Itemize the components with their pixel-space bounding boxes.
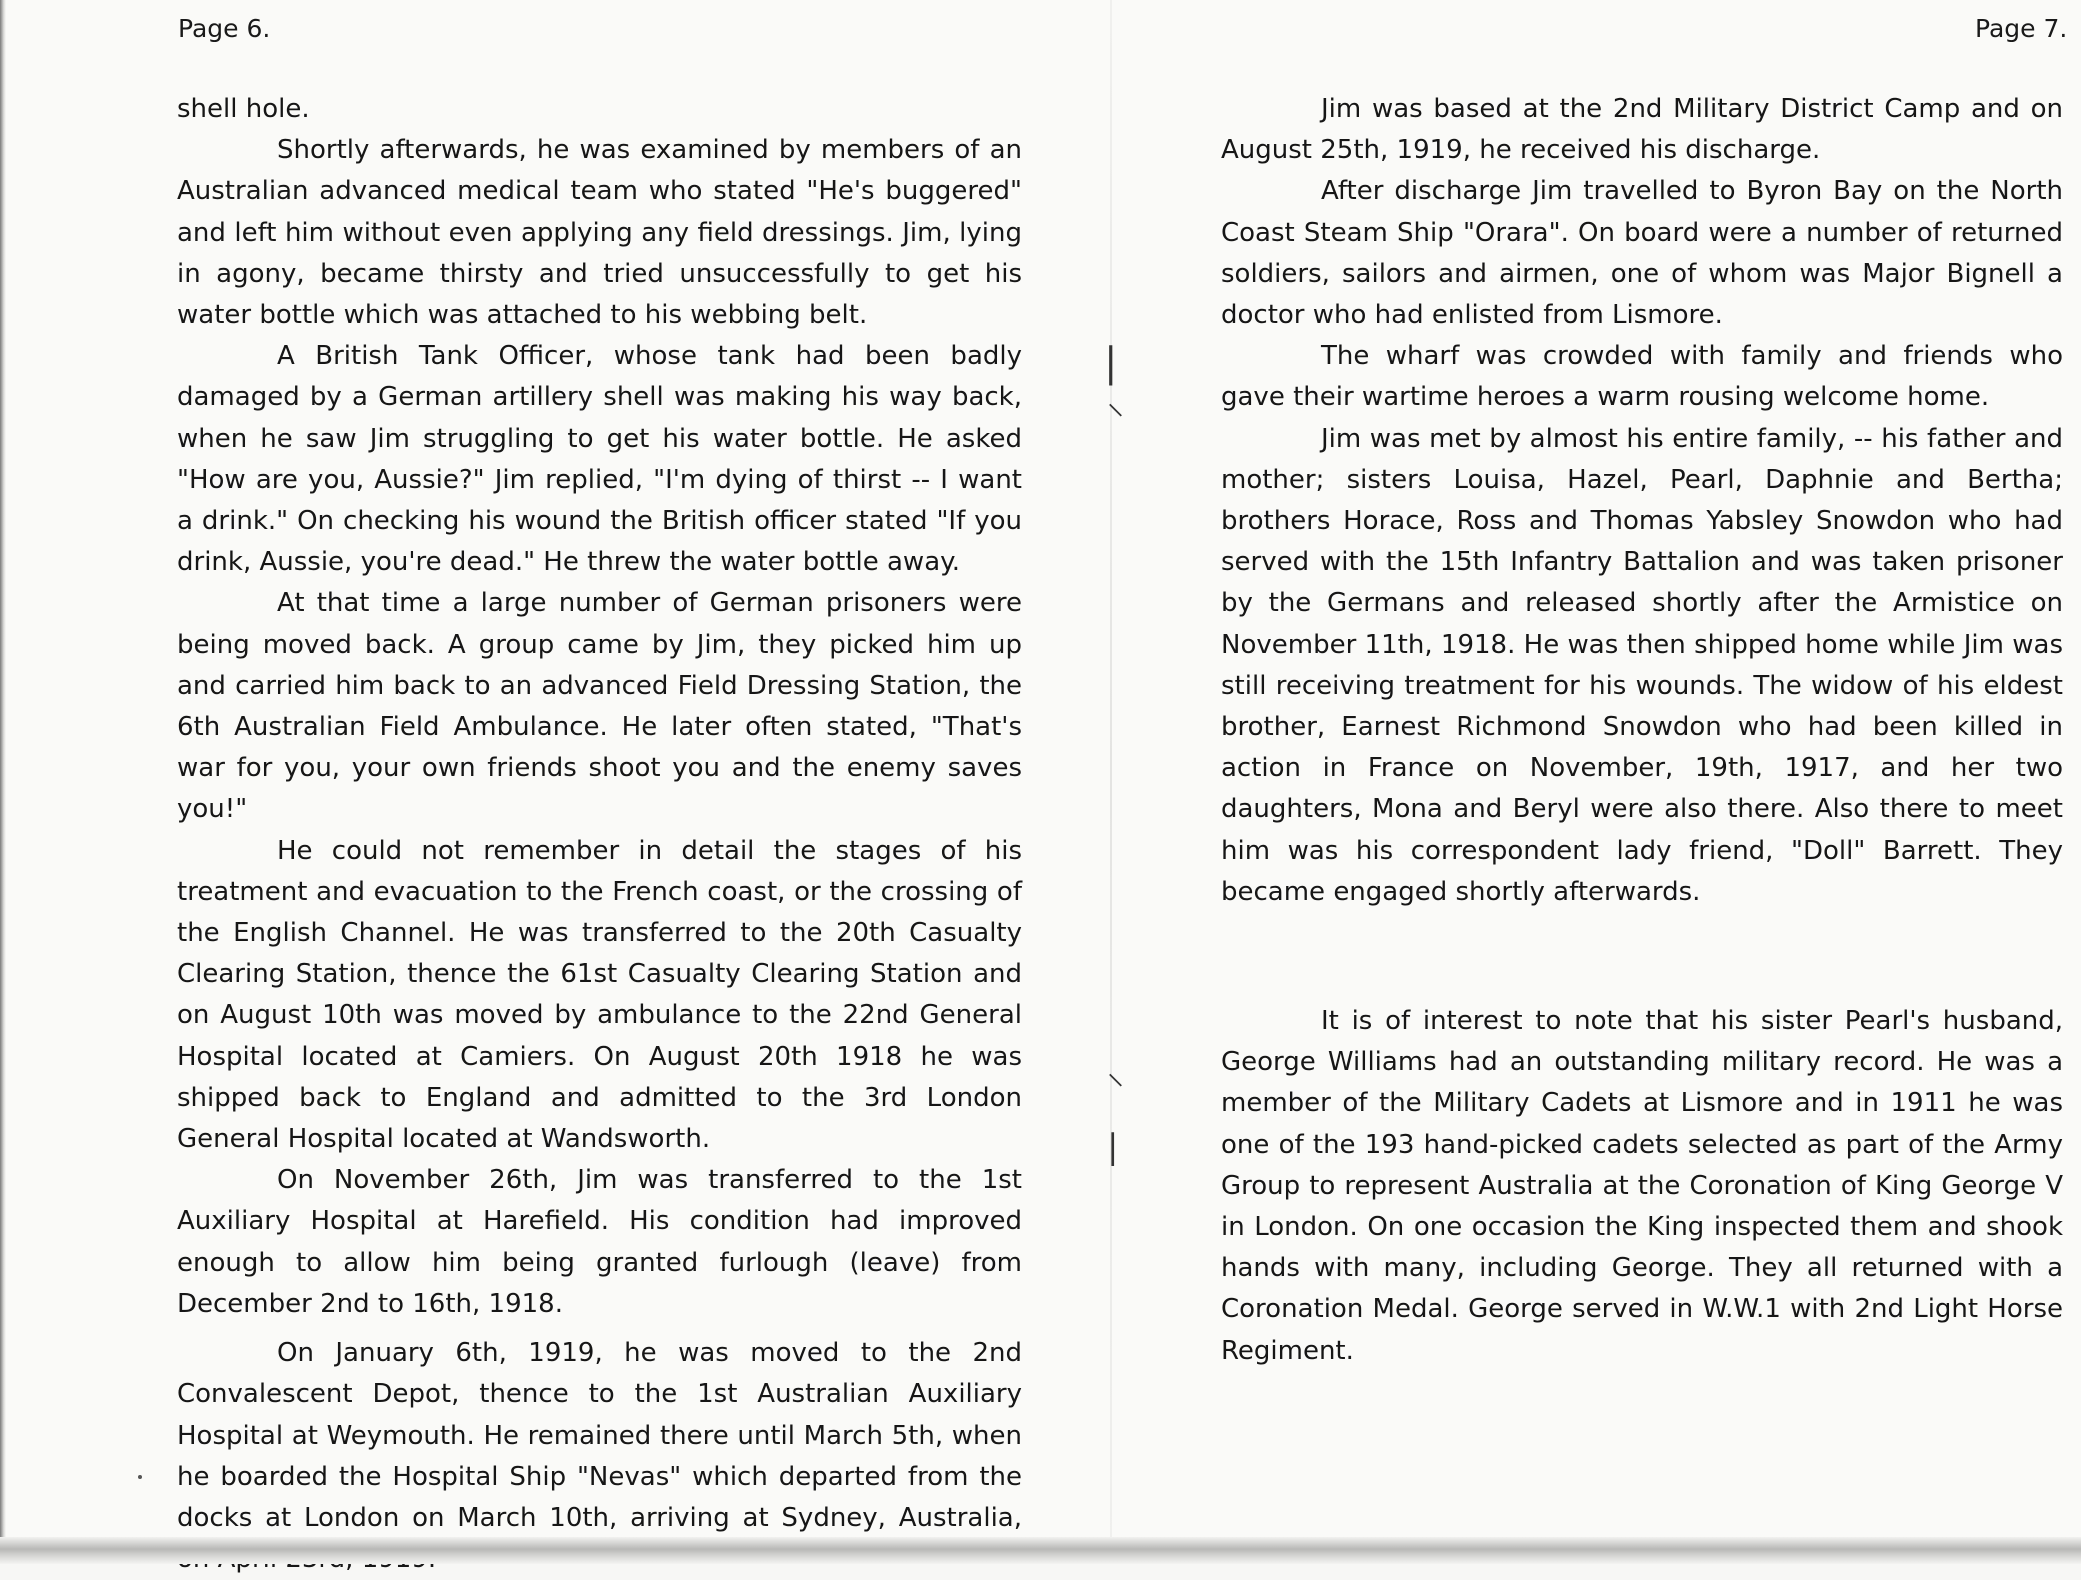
paragraph: Jim was met by almost his entire family, -- his father and mother; sisters Louisa, Hazel, Pearl, Daphnie and Bertha; brothers Horace, Ross and Thomas Yabsley Snowdon who had served with the 15th Infantry Battalion and was taken prisoner by the Germans and released shortly after the Armistice on November 11th, 1918. He was then shipped home while Jim was still receiving treatment for his wounds. The widow of his eldest brother, Earnest Richmond Snowdon who had been killed in action in France on November, 19th, 1917, and her two daughters, Mona and Beryl were also there. Also there to meet him was his correspondent lady friend, "Doll" Barrett. They became engaged shortly afterwards. xyxy=(1221,423,2063,907)
paragraph: It is of interest to note that his sister Pearl's husband, George Williams had an outstanding military record. He was a member of the Military Cadets at Lismore and in 1911 he was one of the 193 hand-picked cadets selected as part of the Army Group to represent Australia at the Coronation of King George V in London. On one occasion the King inspected them and shook hands with many, including George. They all returned with a Coronation Medal. George served in W.W.1 with 2nd Light Horse Regiment. xyxy=(1221,1006,2063,1366)
scan-speck xyxy=(138,1475,142,1479)
right-page-body-lower xyxy=(1221,1001,2063,1372)
gutter-mark: | xyxy=(1107,1127,1119,1167)
paragraph: The wharf was crowded with family and friends who gave their wartime heroes a warm rousing welcome home. xyxy=(1221,341,2063,413)
paragraph: At that time a large number of German prisoners were being moved back. A group came by Jim, they picked him up and carried him back to an advanced Field Dressing Station, the 6th Australian Field Ambulance. He later often stated, "That's war for you, your own friends shoot you and the enemy saves you!" xyxy=(177,588,1022,825)
scan-left-edge xyxy=(0,0,6,1564)
left-page-body xyxy=(177,89,1022,1580)
paragraph: Jim was based at the 2nd Military District Camp and on August 25th, 1919, he received his discharge. xyxy=(1221,94,2063,166)
paragraph: On January 6th, 1919, he was moved to the 2nd Convalescent Depot, thence to the 1st Australian Auxiliary Hospital at Weymouth. He remained there until March 5th, when he boarded the Hospital Ship "Nevas" which departed from the docks at London on March 10th, arriving at Sydney, Australia, xyxy=(177,1338,1022,1533)
page-number-right: Page 7. xyxy=(1975,14,2068,43)
paragraph: He could not remember in detail the stages of his treatment and evacuation to the French coast, or the crossing of the English Channel. He was transferred to the 20th Casualty Clearing Station, thence the 61st Casualty Clearing Station and on August 10th was moved by ambulance to the 22nd General Hospital located at Camiers. On August 20th 1918 he was shipped back to England and admitted to the 3rd London General Hospital located at Wandsworth. xyxy=(177,835,1022,1155)
page-number-left: Page 6. xyxy=(178,14,271,43)
gutter-mark: | xyxy=(1104,340,1118,386)
paragraph: Shortly afterwards, he was examined by members of an Australian advanced medical team who stated "He's buggered" and left him without even applying any field dressings. Jim, lying in agony, became thirsty and tried unsuccessfully to get his water bottle which was attached to his webbing belt. xyxy=(177,135,1022,331)
paragraph: A British Tank Officer, whose tank had been badly damaged by a German artillery shell was making his way back, when he saw Jim struggling to get his water bottle. He asked "How are you, Aussie?" Jim replied, "I'm dying of thirst -- I want a drink." On checking his wound the British officer stated "If you drink, Aussie, you're dead." He threw the water bottle away. xyxy=(177,341,1022,578)
paragraph: After discharge Jim travelled to Byron Bay on the North Coast Steam Ship "Orara". On board were a number of returned soldiers, sailors and airmen, one of whom was Major Bignell a doctor who had enlisted from Lismore. xyxy=(1221,176,2063,331)
right-page-body xyxy=(1221,89,2063,913)
gutter-mark: ⸌ xyxy=(1107,397,1124,437)
gutter-mark: ⸌ xyxy=(1107,1067,1124,1107)
page-gutter xyxy=(1110,0,1112,1564)
scan-bottom-edge xyxy=(0,1537,2081,1564)
paragraph: shell hole. xyxy=(177,94,310,124)
paragraph: On November 26th, Jim was transferred to the 1st Auxiliary Hospital at Harefield. His condition had improved enough to allow him being granted furlough (leave) from December 2nd to 16th, 1918. xyxy=(177,1165,1022,1319)
